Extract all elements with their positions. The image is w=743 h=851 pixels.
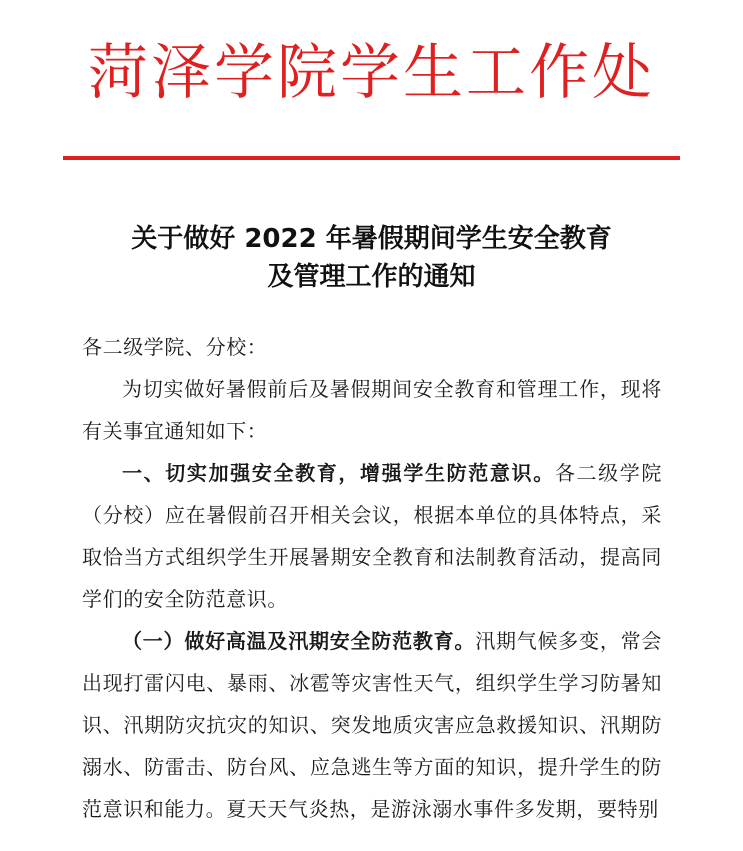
section-1-paragraph — [82, 452, 662, 620]
document-body — [82, 326, 662, 830]
section-1-text: 各二级学院（分校）应在暑假前召开相关会议，根据本单位的具体特点，采取恰当方式组织学生开展暑期安全教育和法制教育活动，提高同学们的安全防范意识。 — [82, 461, 663, 611]
salutation: 各二级学院、分校： — [82, 335, 268, 359]
intro-paragraph: 为切实做好暑假前后及暑假期间安全教育和管理工作，现将有关事宜通知如下： — [82, 377, 662, 443]
masthead-org-name: 菏泽学院学生工作处 — [88, 38, 655, 108]
document-title — [0, 220, 743, 296]
subsection-1-heading: （一）做好高温及汛期安全防范教育。 — [122, 629, 476, 653]
section-1-heading: 一、切实加强安全教育，增强学生防范意识。 — [122, 461, 555, 485]
subsection-1-text: 汛期气候多变，常会出现打雷闪电、暴雨、冰雹等灾害性天气，组织学生学习防暑知识、汛期防灾抗灾的知识、突发地质灾害应急救援知识、汛期防溺水、防雷击、防台风、应急逃生等方面的知识，提升学生的防范意识和能力。夏天天气炎热，是游泳溺水事件多发期，要特别 — [82, 629, 662, 821]
masthead-red-rule — [63, 156, 680, 160]
title-line-2: 及管理工作的通知 — [267, 262, 476, 292]
title-line-1: 关于做好 2022 年暑假期间学生安全教育 — [131, 224, 612, 254]
subsection-1-paragraph — [82, 620, 662, 830]
